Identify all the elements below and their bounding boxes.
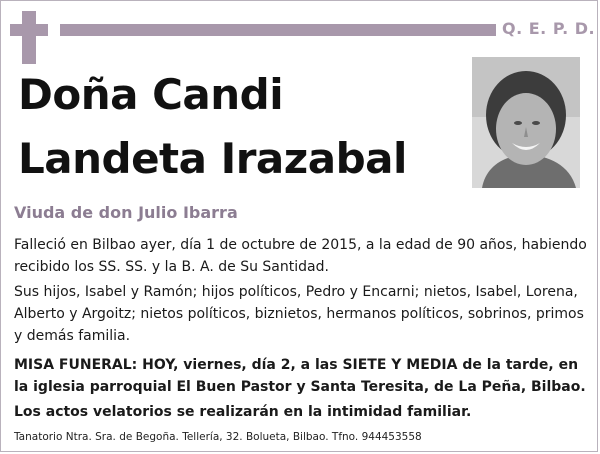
header-rule	[60, 24, 496, 36]
family-paragraph: Sus hijos, Isabel y Ramón; hijos políticos, Pedro y Encarni; nietos, Isabel, Lorena, Alberto y Argoitz; nietos políticos, biznietos, hermanos políticos, sobrinos, primos y demás familia.	[14, 284, 584, 344]
wake-paragraph: Los actos velatorios se realizarán en la intimidad familiar.	[14, 404, 472, 420]
portrait-photo	[472, 57, 580, 188]
funeral-home-info: Tanatorio Ntra. Sra. de Begoña. Tellería, 32. Bolueta, Bilbao. Tfno. 944453558	[14, 431, 422, 443]
deceased-name-last: Landeta Irazabal	[18, 134, 407, 183]
deceased-name-first: Doña Candi	[18, 70, 284, 119]
widow-of-line: Viuda de don Julio Ibarra	[14, 203, 238, 222]
cross-icon-bar	[10, 24, 48, 36]
portrait-photo-icon	[472, 57, 580, 188]
cross-icon	[22, 11, 36, 64]
qepd-label: Q. E. P. D.	[502, 19, 596, 38]
funeral-mass-paragraph: MISA FUNERAL: HOY, viernes, día 2, a las SIETE Y MEDIA de la tarde, en la iglesia parroquial El Buen Pastor y Santa Teresita, de La Peña, Bilbao.	[14, 357, 586, 395]
death-notice-paragraph: Falleció en Bilbao ayer, día 1 de octubre de 2015, a la edad de 90 años, habiendo recibido los SS. SS. y la B. A. de Su Santidad.	[14, 237, 587, 275]
